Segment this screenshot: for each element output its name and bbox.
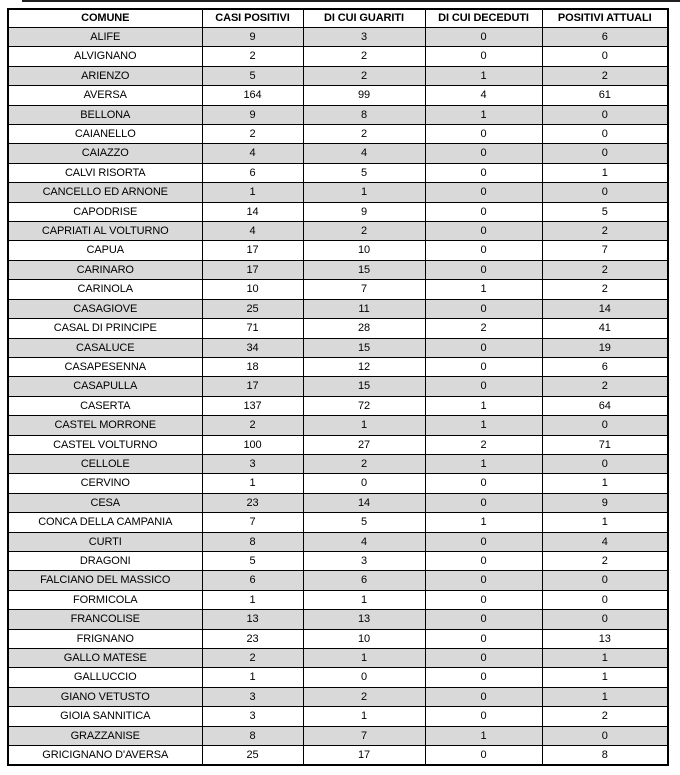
value-cell: 71 [202, 319, 303, 338]
table-row [8, 571, 668, 590]
table-row [8, 726, 668, 745]
value-cell: 27 [303, 435, 425, 454]
comune-cell: CAPUA [8, 241, 202, 260]
comune-cell: CASAGIOVE [8, 299, 202, 318]
table-row [8, 163, 668, 182]
comune-cell: CARINARO [8, 260, 202, 279]
comune-cell: GALLUCCIO [8, 668, 202, 687]
table-row [8, 357, 668, 376]
table-row [8, 319, 668, 338]
comune-cell: GRAZZANISE [8, 726, 202, 745]
value-cell: 1 [202, 183, 303, 202]
value-cell: 0 [542, 571, 668, 590]
comune-cell: ALVIGNANO [8, 47, 202, 66]
comune-cell: CERVINO [8, 474, 202, 493]
value-cell: 0 [542, 454, 668, 473]
value-cell: 15 [303, 260, 425, 279]
value-cell: 3 [303, 551, 425, 570]
value-cell: 15 [303, 377, 425, 396]
value-cell: 23 [202, 629, 303, 648]
value-cell: 10 [202, 280, 303, 299]
value-cell: 8 [202, 532, 303, 551]
value-cell: 17 [303, 746, 425, 766]
value-cell: 8 [303, 105, 425, 124]
table-row [8, 687, 668, 706]
value-cell: 2 [202, 125, 303, 144]
value-cell: 0 [425, 377, 542, 396]
value-cell: 2 [303, 125, 425, 144]
table-row [8, 513, 668, 532]
table-row [8, 435, 668, 454]
comune-cell: FORMICOLA [8, 590, 202, 609]
table-row [8, 551, 668, 570]
comuni-covid-table [7, 8, 669, 766]
value-cell: 5 [202, 66, 303, 85]
comune-cell: CASALUCE [8, 338, 202, 357]
value-cell: 19 [542, 338, 668, 357]
value-cell: 0 [425, 241, 542, 260]
value-cell: 0 [425, 47, 542, 66]
value-cell: 1 [425, 66, 542, 85]
value-cell: 99 [303, 86, 425, 105]
value-cell: 8 [202, 726, 303, 745]
value-cell: 5 [202, 551, 303, 570]
value-cell: 1 [542, 687, 668, 706]
value-cell: 0 [425, 28, 542, 47]
value-cell: 12 [303, 357, 425, 376]
table-row [8, 668, 668, 687]
value-cell: 2 [542, 280, 668, 299]
value-cell: 1 [542, 668, 668, 687]
value-cell: 18 [202, 357, 303, 376]
table-row [8, 532, 668, 551]
table-row [8, 125, 668, 144]
table-row [8, 144, 668, 163]
table-row [8, 474, 668, 493]
comune-cell: CURTI [8, 532, 202, 551]
value-cell: 0 [542, 105, 668, 124]
value-cell: 14 [202, 202, 303, 221]
value-cell: 25 [202, 299, 303, 318]
value-cell: 1 [303, 649, 425, 668]
value-cell: 17 [202, 377, 303, 396]
value-cell: 6 [303, 571, 425, 590]
table-row [8, 241, 668, 260]
table-row [8, 47, 668, 66]
value-cell: 1 [425, 416, 542, 435]
value-cell: 1 [542, 513, 668, 532]
value-cell: 2 [542, 377, 668, 396]
table-row [8, 493, 668, 512]
value-cell: 34 [202, 338, 303, 357]
table-row [8, 280, 668, 299]
value-cell: 0 [542, 47, 668, 66]
value-cell: 0 [542, 416, 668, 435]
value-cell: 1 [425, 726, 542, 745]
value-cell: 10 [303, 629, 425, 648]
value-cell: 5 [303, 513, 425, 532]
value-cell: 4 [303, 144, 425, 163]
value-cell: 1 [425, 396, 542, 415]
value-cell: 14 [303, 493, 425, 512]
comune-cell: CAPODRISE [8, 202, 202, 221]
value-cell: 4 [303, 532, 425, 551]
value-cell: 15 [303, 338, 425, 357]
value-cell: 61 [542, 86, 668, 105]
value-cell: 72 [303, 396, 425, 415]
value-cell: 1 [303, 707, 425, 726]
value-cell: 25 [202, 746, 303, 766]
comune-cell: GRICIGNANO D'AVERSA [8, 746, 202, 766]
value-cell: 0 [425, 183, 542, 202]
value-cell: 1 [303, 183, 425, 202]
value-cell: 0 [542, 125, 668, 144]
table-row [8, 590, 668, 609]
value-cell: 0 [542, 726, 668, 745]
value-cell: 4 [542, 532, 668, 551]
value-cell: 0 [542, 144, 668, 163]
comune-cell: CASERTA [8, 396, 202, 415]
comune-cell: CAPRIATI AL VOLTURNO [8, 222, 202, 241]
value-cell: 13 [202, 610, 303, 629]
value-cell: 3 [303, 28, 425, 47]
value-cell: 2 [542, 66, 668, 85]
column-header: DI CUI DECEDUTI [425, 9, 542, 28]
table-row [8, 66, 668, 85]
value-cell: 0 [542, 590, 668, 609]
value-cell: 0 [425, 571, 542, 590]
value-cell: 0 [425, 590, 542, 609]
value-cell: 5 [542, 202, 668, 221]
comune-cell: CANCELLO ED ARNONE [8, 183, 202, 202]
value-cell: 0 [425, 629, 542, 648]
value-cell: 71 [542, 435, 668, 454]
value-cell: 0 [425, 260, 542, 279]
value-cell: 1 [202, 590, 303, 609]
table-row [8, 377, 668, 396]
table-row [8, 105, 668, 124]
value-cell: 0 [303, 668, 425, 687]
comune-cell: ARIENZO [8, 66, 202, 85]
value-cell: 5 [303, 163, 425, 182]
value-cell: 7 [202, 513, 303, 532]
value-cell: 9 [202, 28, 303, 47]
comune-cell: CAIANELLO [8, 125, 202, 144]
value-cell: 0 [425, 610, 542, 629]
column-header: POSITIVI ATTUALI [542, 9, 668, 28]
value-cell: 137 [202, 396, 303, 415]
value-cell: 2 [425, 435, 542, 454]
value-cell: 1 [542, 474, 668, 493]
value-cell: 2 [542, 707, 668, 726]
value-cell: 1 [202, 474, 303, 493]
value-cell: 0 [425, 707, 542, 726]
value-cell: 1 [425, 513, 542, 532]
table-row [8, 746, 668, 766]
value-cell: 2 [303, 687, 425, 706]
value-cell: 6 [202, 163, 303, 182]
value-cell: 2 [303, 66, 425, 85]
value-cell: 0 [425, 163, 542, 182]
table-row [8, 338, 668, 357]
table-row [8, 629, 668, 648]
value-cell: 10 [303, 241, 425, 260]
table-row [8, 396, 668, 415]
value-cell: 13 [542, 629, 668, 648]
value-cell: 1 [425, 454, 542, 473]
value-cell: 7 [303, 726, 425, 745]
comune-cell: CAIAZZO [8, 144, 202, 163]
comune-cell: CESA [8, 493, 202, 512]
value-cell: 4 [202, 222, 303, 241]
column-header: DI CUI GUARITI [303, 9, 425, 28]
value-cell: 0 [425, 125, 542, 144]
value-cell: 1 [303, 590, 425, 609]
value-cell: 0 [425, 551, 542, 570]
comune-cell: GIOIA SANNITICA [8, 707, 202, 726]
value-cell: 7 [303, 280, 425, 299]
table-row [8, 183, 668, 202]
table-row [8, 649, 668, 668]
table-row [8, 222, 668, 241]
value-cell: 3 [202, 454, 303, 473]
value-cell: 2 [425, 319, 542, 338]
value-cell: 17 [202, 241, 303, 260]
value-cell: 64 [542, 396, 668, 415]
value-cell: 4 [202, 144, 303, 163]
value-cell: 164 [202, 86, 303, 105]
comune-cell: CASTEL VOLTURNO [8, 435, 202, 454]
value-cell: 1 [425, 105, 542, 124]
comune-cell: ALIFE [8, 28, 202, 47]
value-cell: 0 [425, 144, 542, 163]
value-cell: 23 [202, 493, 303, 512]
comune-cell: FALCIANO DEL MASSICO [8, 571, 202, 590]
table-row [8, 610, 668, 629]
value-cell: 2 [202, 416, 303, 435]
value-cell: 9 [542, 493, 668, 512]
value-cell: 0 [425, 746, 542, 766]
value-cell: 0 [425, 687, 542, 706]
value-cell: 2 [542, 260, 668, 279]
value-cell: 2 [303, 222, 425, 241]
value-cell: 0 [542, 183, 668, 202]
top-edge-artifact [22, 0, 680, 2]
value-cell: 11 [303, 299, 425, 318]
table-body [8, 28, 668, 766]
value-cell: 41 [542, 319, 668, 338]
table-row [8, 416, 668, 435]
value-cell: 2 [202, 47, 303, 66]
value-cell: 1 [542, 163, 668, 182]
value-cell: 0 [425, 299, 542, 318]
value-cell: 0 [425, 474, 542, 493]
comune-cell: CASTEL MORRONE [8, 416, 202, 435]
value-cell: 1 [303, 416, 425, 435]
value-cell: 14 [542, 299, 668, 318]
column-header: COMUNE [8, 9, 202, 28]
value-cell: 9 [303, 202, 425, 221]
table-row [8, 202, 668, 221]
value-cell: 2 [303, 454, 425, 473]
comune-cell: GALLO MATESE [8, 649, 202, 668]
value-cell: 0 [303, 474, 425, 493]
value-cell: 6 [202, 571, 303, 590]
value-cell: 1 [425, 280, 542, 299]
value-cell: 0 [425, 668, 542, 687]
table-row [8, 707, 668, 726]
value-cell: 100 [202, 435, 303, 454]
value-cell: 1 [202, 668, 303, 687]
comune-cell: DRAGONI [8, 551, 202, 570]
value-cell: 0 [425, 532, 542, 551]
table-row [8, 260, 668, 279]
comune-cell: CASAPESENNA [8, 357, 202, 376]
column-header: CASI POSITIVI [202, 9, 303, 28]
value-cell: 7 [542, 241, 668, 260]
comune-cell: FRIGNANO [8, 629, 202, 648]
comune-cell: AVERSA [8, 86, 202, 105]
value-cell: 0 [425, 222, 542, 241]
value-cell: 6 [542, 357, 668, 376]
comune-cell: CASAPULLA [8, 377, 202, 396]
value-cell: 0 [425, 357, 542, 376]
comune-cell: CONCA DELLA CAMPANIA [8, 513, 202, 532]
value-cell: 1 [542, 649, 668, 668]
value-cell: 6 [542, 28, 668, 47]
table-header-row [8, 9, 668, 28]
value-cell: 0 [425, 202, 542, 221]
table-row [8, 86, 668, 105]
comune-cell: FRANCOLISE [8, 610, 202, 629]
value-cell: 2 [202, 649, 303, 668]
value-cell: 9 [202, 105, 303, 124]
comune-cell: CASAL DI PRINCIPE [8, 319, 202, 338]
value-cell: 8 [542, 746, 668, 766]
table-row [8, 299, 668, 318]
value-cell: 28 [303, 319, 425, 338]
value-cell: 0 [425, 338, 542, 357]
value-cell: 3 [202, 687, 303, 706]
comune-cell: BELLONA [8, 105, 202, 124]
value-cell: 13 [303, 610, 425, 629]
comune-cell: CARINOLA [8, 280, 202, 299]
value-cell: 3 [202, 707, 303, 726]
comune-cell: GIANO VETUSTO [8, 687, 202, 706]
value-cell: 0 [542, 610, 668, 629]
comune-cell: CELLOLE [8, 454, 202, 473]
value-cell: 0 [425, 649, 542, 668]
value-cell: 2 [542, 222, 668, 241]
value-cell: 2 [542, 551, 668, 570]
table-row [8, 28, 668, 47]
comune-cell: CALVI RISORTA [8, 163, 202, 182]
value-cell: 0 [425, 493, 542, 512]
table-row [8, 454, 668, 473]
value-cell: 17 [202, 260, 303, 279]
value-cell: 4 [425, 86, 542, 105]
value-cell: 2 [303, 47, 425, 66]
